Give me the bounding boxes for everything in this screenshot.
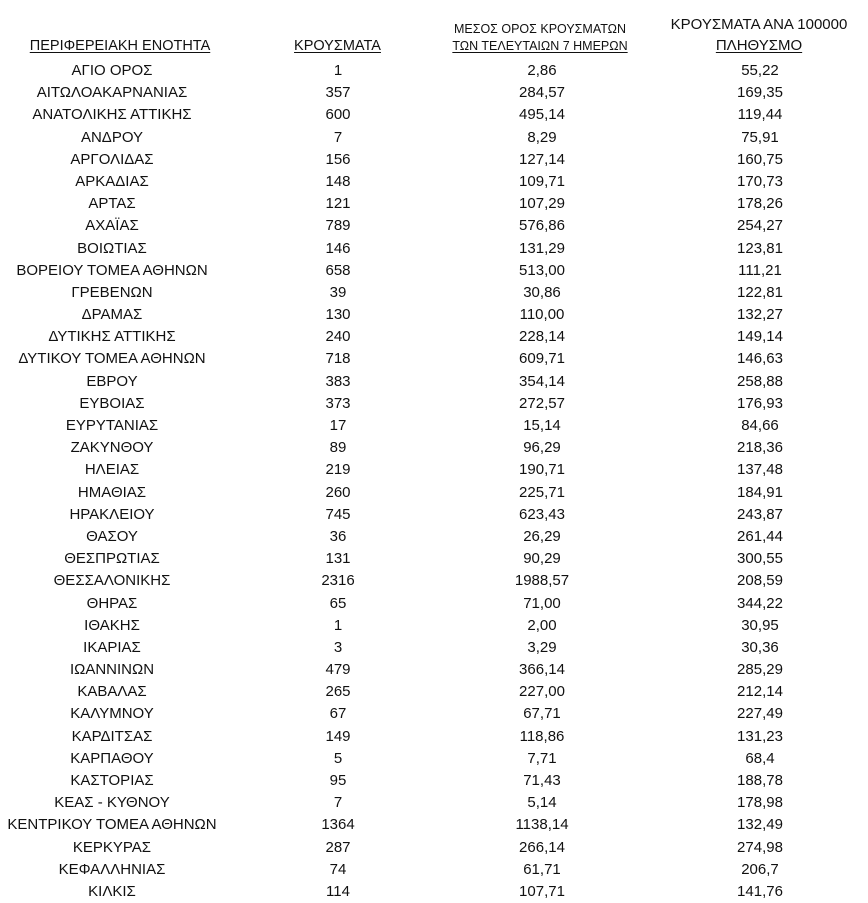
region-cell: ΑΧΑΪΑΣ	[85, 217, 139, 235]
table-row	[0, 326, 868, 348]
region-cell: ΗΡΑΚΛΕΙΟΥ	[69, 505, 155, 523]
per100k-cell: 146,63	[737, 350, 783, 368]
region-cell: ΚΕΦΑΛΛΗΝΙΑΣ	[58, 860, 166, 878]
region-cell: ΑΝΑΤΟΛΙΚΗΣ ΑΤΤΙΚΗΣ	[32, 106, 192, 124]
cases-cell: 39	[329, 283, 347, 301]
table-row	[0, 282, 868, 304]
region-cell: ΗΜΑΘΙΑΣ	[77, 483, 147, 501]
header-region-label: ΠΕΡΙΦΕΡΕΙΑΚΗ ΕΝΟΤΗΤΑ	[29, 38, 211, 54]
per100k-cell: 68,4	[745, 749, 775, 767]
per100k-cell: 218,36	[737, 439, 783, 457]
per100k-cell: 149,14	[737, 328, 783, 346]
cases-cell: 287	[325, 838, 351, 856]
cases-cell: 718	[325, 350, 351, 368]
header-avg-7-days	[440, 21, 640, 55]
table-row	[0, 792, 868, 814]
cases-cell: 357	[325, 84, 351, 102]
table-row	[0, 415, 868, 437]
avg-cell: 61,71	[523, 860, 561, 878]
cases-cell: 121	[325, 195, 351, 213]
avg-cell: 366,14	[519, 661, 565, 679]
cases-cell: 146	[325, 239, 351, 257]
avg-cell: 1138,14	[515, 816, 569, 834]
avg-cell: 3,29	[527, 638, 557, 656]
cases-cell: 149	[325, 727, 351, 745]
header-per-100k	[650, 14, 868, 56]
table-row	[0, 748, 868, 770]
cases-cell: 17	[329, 417, 347, 434]
per100k-cell: 206,7	[741, 860, 779, 878]
per100k-cell: 254,27	[737, 217, 783, 235]
avg-cell: 2,00	[527, 616, 557, 634]
region-cell: ΕΥΒΟΙΑΣ	[79, 394, 145, 412]
header-avg-line1: ΜΕΣΟΣ ΟΡΟΣ ΚΡΟΥΣΜΑΤΩΝ	[453, 22, 627, 36]
per100k-cell: 141,76	[737, 882, 783, 900]
avg-cell: 225,71	[519, 483, 565, 501]
region-cell: ΗΛΕΙΑΣ	[84, 461, 140, 479]
region-cell: ΙΘΑΚΗΣ	[84, 616, 140, 634]
avg-cell: 354,14	[519, 372, 565, 390]
table-row	[0, 260, 868, 282]
cases-cell: 260	[325, 483, 351, 501]
avg-cell: 5,14	[527, 794, 557, 812]
avg-cell: 71,00	[523, 594, 561, 612]
table-row	[0, 814, 868, 836]
per100k-cell: 285,29	[737, 661, 783, 679]
cases-cell: 383	[325, 372, 351, 390]
per100k-cell: 132,49	[737, 816, 783, 834]
cases-cell: 7	[333, 794, 343, 812]
cases-cell: 658	[325, 261, 351, 279]
region-cell: ΒΟΡΕΙΟΥ ΤΟΜΕΑ ΑΘΗΝΩΝ	[16, 261, 208, 279]
table-row	[0, 60, 868, 82]
per100k-cell: 30,95	[741, 616, 779, 634]
table-row	[0, 726, 868, 748]
per100k-cell: 212,14	[737, 683, 783, 701]
cases-cell: 745	[325, 505, 351, 523]
region-cell: ΚΑΡΔΙΤΣΑΣ	[71, 727, 153, 745]
avg-cell: 110,00	[519, 306, 565, 324]
region-cell: ΘΑΣΟΥ	[86, 527, 138, 545]
avg-cell: 2,86	[527, 62, 557, 79]
per100k-cell: 176,93	[737, 394, 783, 412]
table-row	[0, 304, 868, 326]
region-cell: ΚΕΑΣ - ΚΥΘΝΟΥ	[54, 794, 170, 812]
table-row	[0, 238, 868, 260]
region-cell: ΚΑΣΤΟΡΙΑΣ	[70, 772, 154, 789]
cases-cell: 219	[325, 461, 351, 479]
region-cell: ΙΩΑΝΝΙΝΩΝ	[69, 661, 155, 679]
region-cell: ΑΝΔΡΟΥ	[80, 128, 144, 146]
table-row	[0, 681, 868, 703]
table-row	[0, 703, 868, 725]
region-cell: ΘΕΣΠΡΩΤΙΑΣ	[64, 550, 160, 568]
table-row	[0, 548, 868, 570]
table-row	[0, 393, 868, 415]
avg-cell: 131,29	[519, 239, 565, 257]
per100k-cell: 227,49	[737, 705, 783, 723]
header-region	[0, 38, 240, 54]
table-row	[0, 127, 868, 149]
cases-cell: 1	[333, 62, 343, 79]
cases-cell: 65	[329, 594, 347, 612]
cases-cell: 2316	[321, 572, 355, 590]
table-row	[0, 149, 868, 171]
per100k-cell: 261,44	[737, 527, 783, 545]
avg-cell: 1988,57	[514, 572, 570, 590]
cases-cell: 789	[325, 217, 351, 235]
per100k-cell: 169,35	[737, 84, 783, 102]
header-per100k-line2: ΠΛΗΘΥΣΜΟ	[715, 37, 803, 54]
table-row	[0, 371, 868, 393]
per100k-cell: 178,26	[737, 195, 783, 213]
avg-cell: 127,14	[519, 150, 565, 168]
per100k-cell: 123,81	[737, 239, 783, 257]
region-cell: ΘΕΣΣΑΛΟΝΙΚΗΣ	[53, 572, 171, 590]
avg-cell: 7,71	[527, 749, 557, 767]
table-row	[0, 615, 868, 637]
table-row	[0, 504, 868, 526]
cases-cell: 1364	[321, 816, 355, 834]
avg-cell: 266,14	[519, 838, 565, 856]
cases-cell: 89	[329, 439, 347, 457]
header-cases	[280, 38, 395, 54]
per100k-cell: 30,36	[741, 638, 779, 656]
table-row	[0, 526, 868, 548]
table-row	[0, 82, 868, 104]
avg-cell: 227,00	[519, 683, 565, 701]
avg-cell: 576,86	[519, 217, 565, 235]
avg-cell: 30,86	[523, 283, 561, 301]
avg-cell: 67,71	[523, 705, 561, 723]
avg-cell: 71,43	[523, 772, 561, 789]
avg-cell: 26,29	[523, 527, 561, 545]
avg-cell: 96,29	[523, 439, 561, 457]
per100k-cell: 122,81	[737, 283, 783, 301]
cases-cell: 373	[325, 394, 351, 412]
region-cell: ΔΥΤΙΚΗΣ ΑΤΤΙΚΗΣ	[48, 328, 176, 346]
cases-cell: 148	[325, 172, 351, 190]
region-cell: ΔΡΑΜΑΣ	[81, 306, 143, 324]
region-cell: ΕΒΡΟΥ	[86, 372, 138, 390]
avg-cell: 90,29	[523, 550, 561, 568]
table-row	[0, 659, 868, 681]
avg-cell: 495,14	[519, 106, 565, 124]
cases-cell: 67	[329, 705, 347, 723]
table-row	[0, 193, 868, 215]
table-body	[0, 60, 868, 903]
cases-cell: 3	[333, 638, 343, 656]
cases-cell: 156	[325, 150, 351, 168]
region-cell: ΑΓΙΟ ΟΡΟΣ	[71, 62, 153, 79]
cases-cell: 240	[325, 328, 351, 346]
cases-cell: 130	[325, 306, 351, 324]
avg-cell: 8,29	[527, 128, 557, 146]
avg-cell: 107,71	[519, 882, 565, 900]
per100k-cell: 243,87	[737, 505, 783, 523]
table-row	[0, 570, 868, 592]
avg-cell: 15,14	[523, 417, 561, 434]
region-cell: ΑΙΤΩΛΟΑΚΑΡΝΑΝΙΑΣ	[36, 84, 188, 102]
per100k-cell: 344,22	[737, 594, 783, 612]
avg-cell: 609,71	[519, 350, 565, 368]
table-row	[0, 482, 868, 504]
per100k-cell: 208,59	[737, 572, 783, 590]
region-cell: ΚΙΛΚΙΣ	[88, 882, 136, 900]
region-cell: ΑΡΓΟΛΙΔΑΣ	[70, 150, 154, 168]
avg-cell: 190,71	[519, 461, 565, 479]
table-row	[0, 348, 868, 370]
table-row	[0, 171, 868, 193]
per100k-cell: 188,78	[737, 772, 783, 789]
avg-cell: 272,57	[519, 394, 565, 412]
cases-cell: 7	[333, 128, 343, 146]
per100k-cell: 300,55	[737, 550, 783, 568]
table-row	[0, 215, 868, 237]
avg-cell: 118,86	[519, 727, 565, 745]
region-cell: ΚΑΒΑΛΑΣ	[77, 683, 147, 701]
per100k-cell: 258,88	[737, 372, 783, 390]
cases-cell: 600	[325, 106, 351, 124]
per100k-cell: 170,73	[737, 172, 783, 190]
cases-cell: 74	[329, 860, 347, 878]
per100k-cell: 119,44	[737, 106, 783, 124]
table-row	[0, 437, 868, 459]
cases-cell: 265	[325, 683, 351, 701]
per100k-cell: 178,98	[737, 794, 783, 812]
region-cell: ΚΕΝΤΡΙΚΟΥ ΤΟΜΕΑ ΑΘΗΝΩΝ	[7, 816, 217, 834]
avg-cell: 109,71	[519, 172, 565, 190]
cases-cell: 5	[333, 749, 343, 767]
cases-cell: 131	[325, 550, 351, 568]
region-cell: ΑΡΤΑΣ	[88, 195, 136, 213]
per100k-cell: 137,48	[737, 461, 783, 479]
region-cell: ΖΑΚΥΝΘΟΥ	[70, 439, 154, 457]
per100k-cell: 55,22	[741, 62, 779, 79]
per100k-cell: 84,66	[741, 417, 779, 434]
per100k-cell: 184,91	[737, 483, 783, 501]
avg-cell: 107,29	[519, 195, 565, 213]
cases-cell: 95	[329, 772, 347, 789]
region-cell: ΔΥΤΙΚΟΥ ΤΟΜΕΑ ΑΘΗΝΩΝ	[18, 350, 206, 368]
per100k-cell: 274,98	[737, 838, 783, 856]
region-cell: ΚΑΡΠΑΘΟΥ	[70, 749, 154, 767]
region-cell: ΒΟΙΩΤΙΑΣ	[77, 239, 147, 257]
cases-cell: 36	[329, 527, 347, 545]
region-cell: ΕΥΡΥΤΑΝΙΑΣ	[65, 417, 159, 434]
header-avg-line2: ΤΩΝ ΤΕΛΕΥΤΑΙΩΝ 7 ΗΜΕΡΩΝ	[452, 39, 628, 53]
per100k-cell: 75,91	[741, 128, 779, 146]
table-row	[0, 859, 868, 881]
table-row	[0, 837, 868, 859]
table-row	[0, 459, 868, 481]
region-cell: ΚΕΡΚΥΡΑΣ	[72, 838, 152, 856]
header-per100k-line1: ΚΡΟΥΣΜΑΤΑ ΑΝΑ 100000	[670, 16, 848, 33]
header-cases-label: ΚΡΟΥΣΜΑΤΑ	[294, 38, 381, 54]
region-cell: ΓΡΕΒΕΝΩΝ	[71, 283, 153, 301]
per100k-cell: 131,23	[737, 727, 783, 745]
avg-cell: 513,00	[519, 261, 565, 279]
table-row	[0, 593, 868, 615]
avg-cell: 623,43	[519, 505, 565, 523]
per100k-cell: 111,21	[738, 261, 782, 279]
region-cell: ΑΡΚΑΔΙΑΣ	[75, 172, 149, 190]
cases-cell: 114	[326, 882, 350, 900]
per100k-cell: 160,75	[737, 150, 783, 168]
region-cell: ΘΗΡΑΣ	[86, 594, 138, 612]
per100k-cell: 132,27	[737, 306, 783, 324]
region-cell: ΚΑΛΥΜΝΟΥ	[70, 705, 154, 723]
table-row	[0, 104, 868, 126]
table-row	[0, 637, 868, 659]
cases-cell: 479	[325, 661, 351, 679]
avg-cell: 284,57	[519, 84, 565, 102]
cases-cell: 1	[333, 616, 343, 634]
avg-cell: 228,14	[519, 328, 565, 346]
table-row	[0, 770, 868, 792]
region-cell: ΙΚΑΡΙΑΣ	[83, 638, 141, 656]
